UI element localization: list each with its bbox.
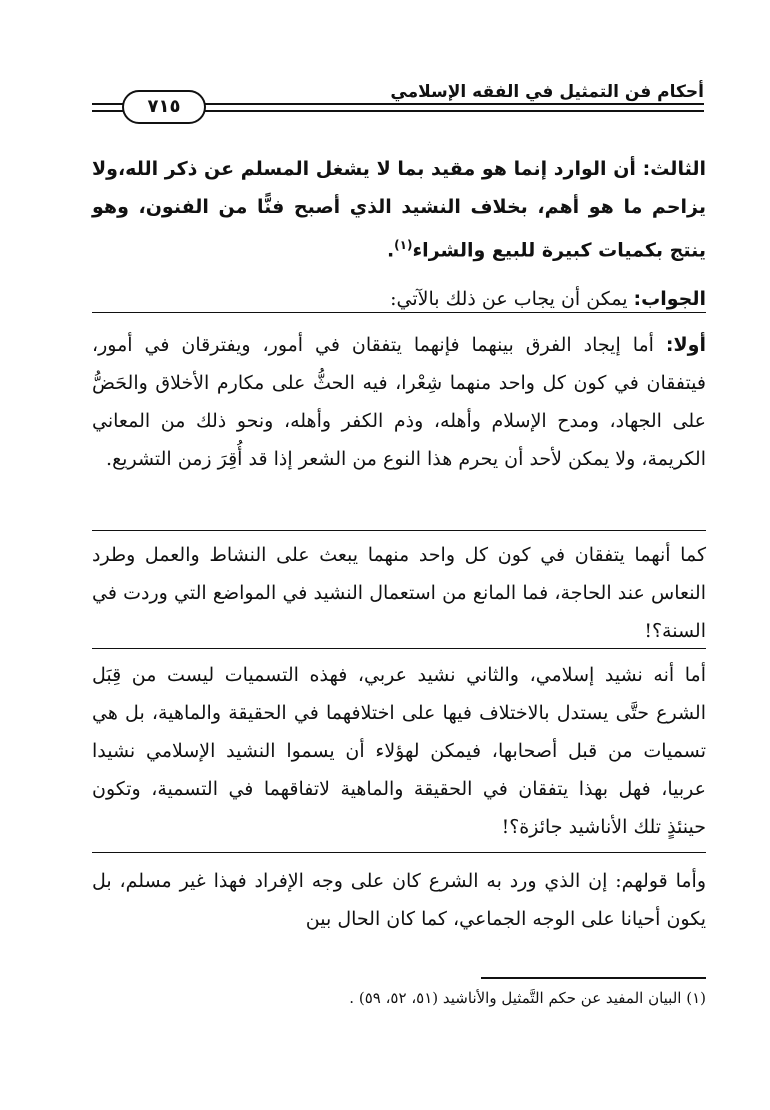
paragraph-text: أما إيجاد الفرق بينهما فإنهما يتفقان في أمور، ويفترقان في أمور، فيتفقان في كون كل واحد منهما شِعْرا، فيه الحثُّ على مكارم الأخلاق والحَضُّ على الجهاد، ومدح الإسلام وأهله، وذم الكفر وأهله، ونحو ذلك من المعاني الكريمة، ولا يمكن لأحد أن يحرم هذا النوع من الشعر إذا قد أُقِرَ زمن التشريع. xyxy=(92,334,706,470)
paragraph-end: . xyxy=(386,239,395,262)
paragraph-first-point xyxy=(92,326,706,478)
paragraph-text: أما أنه نشيد إسلامي، والثاني نشيد عربي، فهذه التسميات ليست من قِبَل الشرع حتَّى يستدل بالاختلاف فيها على اختلافهما في الحقيقة والماهية، بل هي تسميات من قبل أصحابها، فيمكن لهؤلاء أن يسموا النشيد الإسلامي نشيدا عربيا، فهل بهذا يتفقان في الحقيقة والماهية لاتفاقهما في التسمية، وتكون حينئذٍ تلك الأناشيد جائزة؟! xyxy=(92,664,706,838)
paragraph-lead: الثالث: xyxy=(642,158,706,180)
paragraph-their-claim xyxy=(92,862,706,938)
paragraph-divider xyxy=(92,648,706,649)
paragraph-lead: الجواب: xyxy=(633,288,706,310)
paragraph-text: أن الوارد إنما هو مقيد بما لا يشغل المسلم عن ذكر الله،ولا يزاحم ما هو أهم، بخلاف النشيد الذي أصبح فنًّا من الفنون، وهو ينتج بكميات كبيرة للبيع والشراء xyxy=(92,158,706,262)
paragraph-divider xyxy=(92,530,706,531)
page-number: ٧١٥ xyxy=(122,90,206,124)
paragraph-divider xyxy=(92,852,706,853)
paragraph-naming xyxy=(92,656,706,846)
paragraph-text: يمكن أن يجاب عن ذلك بالآتي: xyxy=(390,288,628,310)
paragraph-common-purpose xyxy=(92,536,706,650)
footnote: (١) البيان المفيد عن حكم التَّمثيل والأناشيد (٥١، ٥٢، ٥٩) . xyxy=(349,989,706,1007)
paragraph-third-point xyxy=(92,150,706,269)
footnote-reference[interactable]: (١) xyxy=(394,238,413,252)
running-title: أحكام فن التمثيل في الفقه الإسلامي xyxy=(390,82,704,102)
paragraph-text: كما أنهما يتفقان في كون كل واحد منهما يبعث على النشاط والعمل وطرد النعاس عند الحاجة، فما المانع من استعمال النشيد في المواضع التي وردت في السنة؟! xyxy=(92,544,706,642)
paragraph-lead: أولا: xyxy=(665,334,706,356)
footnote-rule xyxy=(481,977,706,979)
paragraph-text: وأما قولهم: إن الذي ورد به الشرع كان على وجه الإفراد فهذا غير مسلم، بل يكون أحيانا على الوجه الجماعي، كما كان الحال بين xyxy=(92,870,706,930)
paragraph-divider xyxy=(92,312,706,313)
